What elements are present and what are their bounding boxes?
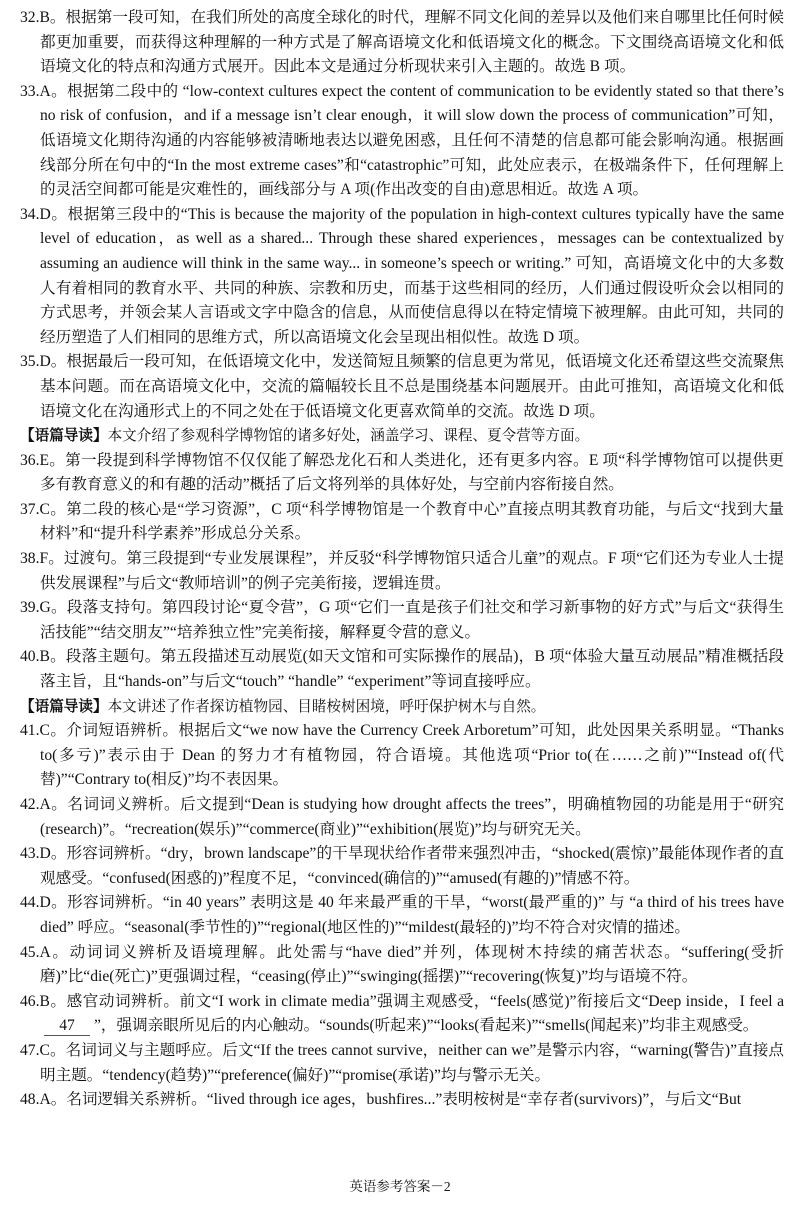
answer-text: 根据第二段中的 “low-context cultures expect the content of communication to be evidently stated so that there’s no risk of confusion，and if a message isn’t clear enough，it will slow down the process of communication”可知，低语境文化期待沟通的内容能够被清晰地表达以避免困惑，且任何不清楚的信息都可能会影响沟通。根据画线部分所在句中的“In the most extreme cases”和“catastrophic”可知，此处应表示，在极端条件下，任何理解上的灵活空间都可能是灾难性的，画线部分与 A 项(作出改变的自由)意思相近。故选 A 项。 <box>40 82 784 199</box>
answer-number: 32.B。 <box>20 9 66 26</box>
answer-item <box>20 891 784 940</box>
answer-number: 39.G。 <box>20 599 67 617</box>
answer-number: 46.B。 <box>20 992 67 1010</box>
answer-text: 介词短语辨析。根据后文“we now have the Currency Creek Arboretum”可知，此处因果关系明显。“Thanks to(多亏)”表示由于 Dean 的努力才有植物园，符合语境。其他选项“Prior to(在……之前)”“Instead of(代替)”“Contrary to(相反)”均不表因果。 <box>40 722 784 789</box>
answer-text: 形容词辨析。“dry，brown landscape”的干旱现状给作者带来强烈冲击，“shocked(震惊)”最能体现作者的直观感受。“confused(困惑的)”程度不足，“convinced(确信的)”“amused(有趣的)”情感不符。 <box>40 845 784 887</box>
answer-text: 名词逻辑关系辨析。“lived through ice ages，bushfires...”表明桉树是“幸存者(survivors)”，与后文“But <box>66 1091 742 1109</box>
answer-text: 过渡句。第三段提到“专业发展课程”，并反驳“科学博物馆只适合儿童”的观点。F 项“它们还为专业人士提供发展课程”与后文“教师培训”的例子完美衔接，逻辑连贯。 <box>40 550 784 592</box>
passage-guide-1 <box>20 424 784 449</box>
answer-number: 45.A。 <box>20 943 70 961</box>
answer-item-46 <box>20 990 784 1039</box>
answer-item <box>20 350 784 424</box>
guide-tag: 【语篇导读】 <box>20 698 108 715</box>
answer-item <box>20 793 784 842</box>
answer-item <box>20 80 784 203</box>
answer-item <box>20 203 784 351</box>
answer-number: 43.D。 <box>20 845 67 863</box>
answer-text: 第一段提到科学博物馆不仅仅能了解恐龙化石和人类进化，还有更多内容。E 项“科学博物馆可以提供更多有教育意义的和有趣的活动”概括了后文将列举的具体好处，与空前内容衔接自然。 <box>40 451 784 494</box>
answer-text: 第二段的核心是“学习资源”，C 项“科学博物馆是一个教育中心”直接点明其教育功能，与后文“找到大量材料”和“提升科学素养”形成总分关系。 <box>40 500 784 543</box>
answer-number: 37.C。 <box>20 500 67 518</box>
answer-text: 感官动词辨析。前文“I work in climate media”强调主观感受，“feels(感觉)”衔接后文“Deep inside，I feel a <box>66 992 784 1010</box>
guide-text: 本文介绍了参观科学博物馆的诸多好处，涵盖学习、课程、夏令营等方面。 <box>107 428 590 445</box>
answer-item <box>20 645 784 694</box>
answer-item <box>20 449 784 498</box>
answer-number: 36.E。 <box>20 451 66 469</box>
answer-number: 44.D。 <box>20 894 68 912</box>
answer-item <box>20 1088 784 1113</box>
answer-text: 根据第三段中的“This is because the majority of the population in high-context cultures typically have the same level of education，as well as a shared... Through these shared experiences，messages can be contextualized by assuming an audience will think in the same way... in someone’s speech or writing.” 可知，高语境文化中的大多数人有着相同的教育水平、共同的种族、宗教和历史，而基于这些相同的经历，人们通过假设听众会以相同的方式思考，并领会某人言语或文字中隐含的信息，从而使信息得以在特定情境下被理解。由此可知，共同的经历塑造了人们相同的思维方式，所以高语境文化会呈现出相似性。故选 D 项。 <box>40 205 784 346</box>
answer-number: 34.D。 <box>20 205 68 223</box>
answer-text: 形容词辨析。“in 40 years” 表明这是 40 年来最严重的干旱，“worst(最严重的)” 与 “a third of his trees have died” 呼应。“seasonal(季节性的)”“regional(地区性的)”“mildest(最轻的)”均不符合对灾情的描述。 <box>40 894 784 936</box>
answer-number: 47.C。 <box>20 1041 66 1059</box>
guide-text: 本文讲述了作者探访植物园、目睹桉树困境，呼吁保护树木与自然。 <box>107 698 546 715</box>
answer-item <box>20 1039 784 1088</box>
answer-item <box>20 842 784 891</box>
answer-number: 41.C。 <box>20 722 67 740</box>
answer-number: 38.F。 <box>20 550 64 568</box>
answer-item <box>20 6 784 80</box>
guide-tag: 【语篇导读】 <box>20 428 108 445</box>
answer-item <box>20 941 784 990</box>
answer-text: 段落支持句。第四段讨论“夏令营”，G 项“它们一直是孩子们社交和学习新事物的好方式”与后文“获得生活技能”“结交朋友”“培养独立性”完美衔接，解释夏令营的意义。 <box>40 599 784 641</box>
answer-text: 根据最后一段可知，在低语境文化中，发送简短且频繁的信息更为常见，低语境文化还希望这些交流聚焦基本问题。而在高语境文化中，交流的篇幅较长且不总是围绕基本问题展开。由此可推知，高语境文化和低语境文化在沟通形式上的不同之处在于低语境文化更喜欢简单的交流。故选 D 项。 <box>40 353 784 420</box>
answer-number: 48.A。 <box>20 1091 67 1109</box>
answer-item <box>20 547 784 596</box>
answer-text: 名词词义与主题呼应。后文“If the trees cannot survive，neither can we”是警示内容，“warning(警告)”直接点明主题。“tendency(趋势)”“preference(偏好)”“promise(承诺)”均与警示无关。 <box>40 1041 784 1084</box>
answer-text: 动词词义辨析及语境理解。此处需与“have died”并列，体现树木持续的痛苦状态。“suffering(受折磨)”比“die(死亡)”更强调过程，“ceasing(停止)”“swinging(摇摆)”“recovering(恢复)”均与语境不符。 <box>40 943 784 986</box>
passage-guide-2 <box>20 695 784 720</box>
answer-text: 段落主题句。第五段描述互动展览(如天文馆和可实际操作的展品)，B 项“体验大量互动展品”精准概括段落主旨，且“hands-on”与后文“touch” “handle” “experiment”等词直接呼应。 <box>40 648 784 691</box>
answer-item <box>20 719 784 793</box>
answer-number: 40.B。 <box>20 648 66 666</box>
answer-text: ”，强调亲眼所见后的内心触动。“sounds(听起来)”“looks(看起来)”“smells(闻起来)”均非主观感受。 <box>94 1017 759 1035</box>
answer-item <box>20 498 784 547</box>
answer-number: 35.D。 <box>20 353 67 371</box>
answer-number: 33.A。 <box>20 82 67 100</box>
page-footer: 英语参考答案－2 <box>349 1179 451 1194</box>
answer-number: 42.A。 <box>20 796 68 813</box>
blank-47: 47 <box>44 1017 90 1036</box>
answer-item <box>20 596 784 645</box>
answer-text: 根据第一段可知，在我们所处的高度全球化的时代，理解不同文化间的差异以及他们来自哪里比任何时候都更加重要，而获得这种理解的一种方式是了解高语境文化和低语境文化的概念。下文围绕高语境文化和低语境文化的特点和沟通方式展开。因此本文是通过分析现状来引入主题的。故选 B 项。 <box>40 9 784 76</box>
answer-text: 名词词义辨析。后文提到“Dean is studying how drought affects the trees”，明确植物园的功能是用于“研究(research)”。“recreation(娱乐)”“commerce(商业)”“exhibition(展览)”均与研究无关。 <box>40 796 784 838</box>
